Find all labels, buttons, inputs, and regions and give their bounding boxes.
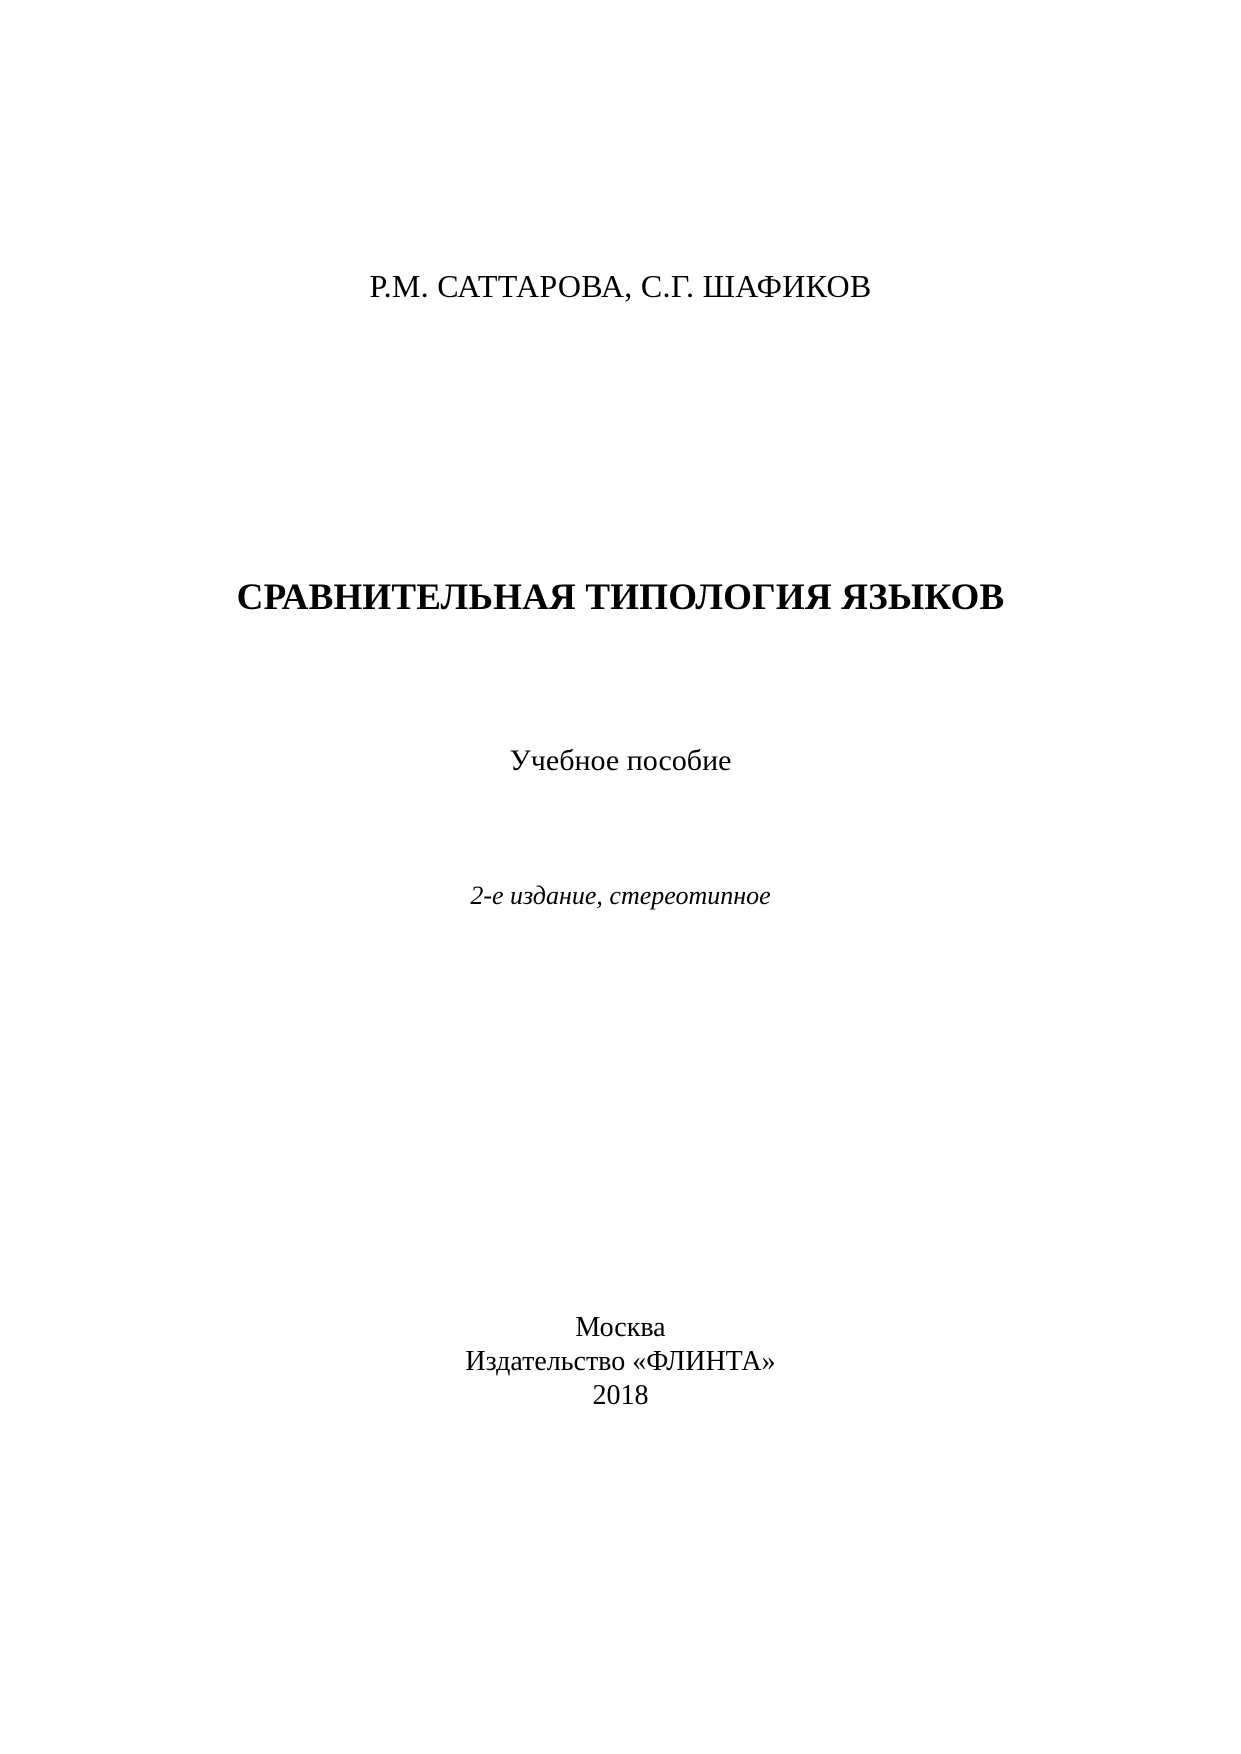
imprint-publisher: Издательство «ФЛИНТА» <box>465 1346 776 1377</box>
imprint-year: 2018 <box>592 1380 649 1411</box>
imprint-city: Москва <box>575 1312 666 1343</box>
edition-note: 2-е издание, стереотипное <box>470 881 771 910</box>
book-subtitle: Учебное пособие <box>509 744 732 777</box>
authors: Р.М. САТТАРОВА, С.Г. ШАФИКОВ <box>369 268 872 304</box>
book-title: СРАВНИТЕЛЬНАЯ ТИПОЛОГИЯ ЯЗЫКОВ <box>236 577 1005 618</box>
imprint <box>0 1311 1241 1413</box>
